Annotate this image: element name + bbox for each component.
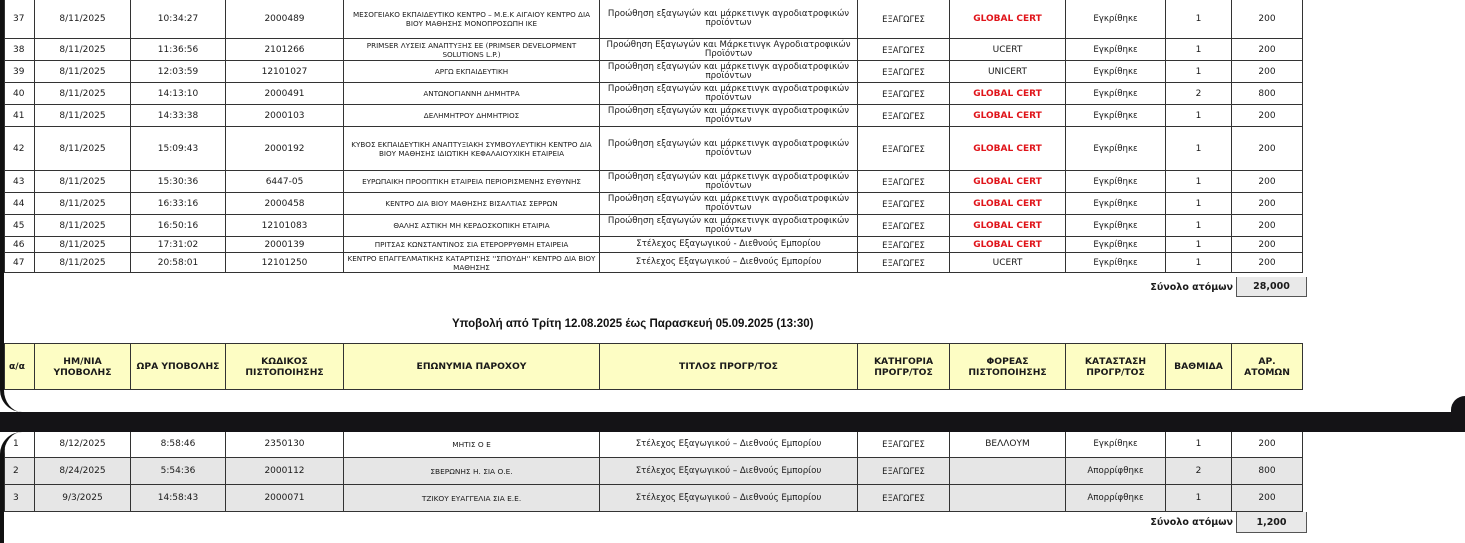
cell-provider: ΤΖΙΚΟΥ ΕΥΑΓΓΕΛΙΑ ΣΙΑ Ε.Ε. [344, 485, 600, 512]
cell-grade: 2 [1166, 458, 1232, 485]
page-break-band [0, 412, 1465, 432]
cell-status: Εγκρίθηκε [1066, 432, 1166, 458]
cell-count: 200 [1232, 39, 1303, 61]
table-row[interactable] [5, 0, 1303, 39]
cell-cert-body: UCERT [950, 253, 1066, 273]
cell-aa: 3 [5, 485, 35, 512]
cell-title: Στέλεχος Εξαγωγικού – Διεθνούς Εμπορίου [600, 253, 858, 273]
table-row[interactable] [5, 105, 1303, 127]
cell-aa: 42 [5, 127, 35, 171]
cell-status: Εγκρίθηκε [1066, 127, 1166, 171]
cell-aa: 1 [5, 432, 35, 458]
cell-date: 8/11/2025 [35, 215, 131, 237]
cell-date: 8/11/2025 [35, 0, 131, 39]
cell-category: ΕΞΑΓΩΓΕΣ [858, 171, 950, 193]
cell-status: Απορρίφθηκε [1066, 485, 1166, 512]
cell-title: Προώθηση εξαγωγών και μάρκετινγκ αγροδιατροφικών προϊόντων [600, 105, 858, 127]
cell-date: 8/11/2025 [35, 253, 131, 273]
cell-grade: 1 [1166, 215, 1232, 237]
cell-time: 11:36:56 [131, 39, 226, 61]
cell-provider: ΚΕΝΤΡΟ ΔΙΑ ΒΙΟΥ ΜΑΘΗΣΗΣ ΒΙΣΑΛΤΙΑΣ ΣΕΡΡΩΝ [344, 193, 600, 215]
cell-date: 8/11/2025 [35, 127, 131, 171]
total-value: 28,000 [1236, 277, 1307, 297]
cell-count: 800 [1232, 458, 1303, 485]
cell-count: 200 [1232, 171, 1303, 193]
cell-category: ΕΞΑΓΩΓΕΣ [858, 458, 950, 485]
cell-time: 15:30:36 [131, 171, 226, 193]
cell-cert-body: GLOBAL CERT [950, 83, 1066, 105]
cell-aa: 38 [5, 39, 35, 61]
cell-status: Εγκρίθηκε [1066, 0, 1166, 39]
table-row[interactable] [5, 127, 1303, 171]
cell-cert-body: GLOBAL CERT [950, 237, 1066, 253]
cell-code: 2000491 [226, 83, 344, 105]
header-row [5, 344, 1303, 390]
cell-title: Στέλεχος Εξαγωγικού – Διεθνούς Εμπορίου [600, 458, 858, 485]
cell-provider: PRIMSER ΛΥΣΕΙΣ ΑΝΑΠΤΥΞΗΣ ΕΕ (PRIMSER DEVELOPMENT SOLUTIONS L.P.) [344, 39, 600, 61]
cell-count: 200 [1232, 215, 1303, 237]
cell-provider: ΣΒΕΡΩΝΗΣ Η. ΣΙΑ Ο.Ε. [344, 458, 600, 485]
cell-grade: 1 [1166, 432, 1232, 458]
cell-time: 15:09:43 [131, 127, 226, 171]
cell-category: ΕΞΑΓΩΓΕΣ [858, 215, 950, 237]
col-header-count[interactable]: ΑΡ. ΑΤΟΜΩΝ [1232, 344, 1303, 390]
col-header-grade[interactable]: ΒΑΘΜΙΔΑ [1166, 344, 1232, 390]
cell-cert-body: GLOBAL CERT [950, 127, 1066, 171]
cell-time: 14:58:43 [131, 485, 226, 512]
bottom-sheet [0, 432, 1465, 543]
cell-provider: ΘΑΛΗΣ ΑΣΤΙΚΗ ΜΗ ΚΕΡΔΟΣΚΟΠΙΚΗ ΕΤΑΙΡΙΑ [344, 215, 600, 237]
cell-category: ΕΞΑΓΩΓΕΣ [858, 253, 950, 273]
cell-cert-body: GLOBAL CERT [950, 0, 1066, 39]
cell-code: 2000112 [226, 458, 344, 485]
cell-date: 8/11/2025 [35, 61, 131, 83]
cell-code: 2000139 [226, 237, 344, 253]
submissions-table-top [4, 0, 1303, 273]
cell-cert-body [950, 485, 1066, 512]
submissions-table-bottom [4, 432, 1303, 512]
col-header-cert-body[interactable]: ΦΟΡΕΑΣ ΠΙΣΤΟΠΟΙΗΣΗΣ [950, 344, 1066, 390]
total-label: Σύνολο ατόμων [1150, 517, 1233, 528]
cell-grade: 1 [1166, 237, 1232, 253]
cell-cert-body [950, 458, 1066, 485]
cell-code: 12101083 [226, 215, 344, 237]
cell-time: 20:58:01 [131, 253, 226, 273]
cell-aa: 43 [5, 171, 35, 193]
cell-status: Εγκρίθηκε [1066, 83, 1166, 105]
cell-time: 16:50:16 [131, 215, 226, 237]
cell-time: 12:03:59 [131, 61, 226, 83]
cell-category: ΕΞΑΓΩΓΕΣ [858, 105, 950, 127]
total-row-bottom [1104, 512, 1307, 533]
table-row[interactable] [5, 458, 1303, 485]
cell-provider: ΑΡΓΩ ΕΚΠΑΙΔΕΥΤΙΚΗ [344, 61, 600, 83]
cell-code: 2000192 [226, 127, 344, 171]
cell-time: 10:34:27 [131, 0, 226, 39]
cell-count: 200 [1232, 253, 1303, 273]
col-header-category[interactable]: ΚΑΤΗΓΟΡΙΑ ΠΡΟΓΡ/ΤΟΣ [858, 344, 950, 390]
cell-title: Στέλεχος Εξαγωγικού - Διεθνούς Εμπορίου [600, 237, 858, 253]
cell-code: 2000103 [226, 105, 344, 127]
cell-grade: 1 [1166, 127, 1232, 171]
total-row-top [1104, 277, 1307, 297]
cell-cert-body: ΒΕΛΛΟΥΜ [950, 432, 1066, 458]
cell-time: 17:31:02 [131, 237, 226, 253]
cell-cert-body: UNICERT [950, 61, 1066, 83]
cell-grade: 2 [1166, 83, 1232, 105]
cell-date: 8/11/2025 [35, 237, 131, 253]
col-header-time[interactable]: ΩΡΑ ΥΠΟΒΟΛΗΣ [131, 344, 226, 390]
cell-code: 2000071 [226, 485, 344, 512]
cell-code: 12101027 [226, 61, 344, 83]
cell-category: ΕΞΑΓΩΓΕΣ [858, 83, 950, 105]
cell-code: 2000458 [226, 193, 344, 215]
cell-status: Εγκρίθηκε [1066, 193, 1166, 215]
cell-category: ΕΞΑΓΩΓΕΣ [858, 0, 950, 39]
cell-aa: 45 [5, 215, 35, 237]
cell-category: ΕΞΑΓΩΓΕΣ [858, 127, 950, 171]
table-row[interactable] [5, 432, 1303, 458]
col-header-date[interactable]: ΗΜ/ΝΙΑ ΥΠΟΒΟΛΗΣ [35, 344, 131, 390]
cell-status: Εγκρίθηκε [1066, 237, 1166, 253]
cell-date: 8/11/2025 [35, 105, 131, 127]
table-row[interactable] [5, 237, 1303, 253]
cell-count: 200 [1232, 432, 1303, 458]
cell-title: Στέλεχος Εξαγωγικού – Διεθνούς Εμπορίου [600, 485, 858, 512]
cell-code: 2000489 [226, 0, 344, 39]
cell-date: 8/11/2025 [35, 193, 131, 215]
column-header-table [4, 343, 1303, 390]
cell-count: 200 [1232, 127, 1303, 171]
cell-code: 2101266 [226, 39, 344, 61]
cell-grade: 1 [1166, 105, 1232, 127]
cell-provider: ΕΥΡΩΠΑΙΚΗ ΠΡΟΟΠΤΙΚΗ ΕΤΑΙΡΕΙΑ ΠΕΡΙΟΡΙΣΜΕΝΗΣ ΕΥΘΥΝΗΣ [344, 171, 600, 193]
cell-provider: ΠΡΙΤΣΑΣ ΚΩΝΣΤΑΝΤΙΝΟΣ ΣΙΑ ΕΤΕΡΟΡΡΥΘΜΗ ΕΤΑΙΡΕΙΑ [344, 237, 600, 253]
cell-cert-body: GLOBAL CERT [950, 105, 1066, 127]
cell-count: 200 [1232, 105, 1303, 127]
cell-provider: ΚΥΒΟΣ ΕΚΠΑΙΔΕΥΤΙΚΗ ΑΝΑΠΤΥΞΙΑΚΗ ΣΥΜΒΟΥΛΕΥΤΙΚΗ ΚΕΝΤΡΟ ΔΙΑ ΒΙΟΥ ΜΑΘΗΣΗΣ ΙΔΙΩΤΙΚΗ ΚΕΦΑΛΑΙΟΥΧΙΚΗ ΕΤΑΙΡΕΙΑ [344, 127, 600, 171]
table-row[interactable] [5, 39, 1303, 61]
cell-title: Στέλεχος Εξαγωγικού – Διεθνούς Εμπορίου [600, 432, 858, 458]
table-row[interactable] [5, 61, 1303, 83]
cell-date: 8/11/2025 [35, 171, 131, 193]
cell-provider: ΑΝΤΩΝΟΓΙΑΝΝΗ ΔΗΜΗΤΡΑ [344, 83, 600, 105]
cell-status: Εγκρίθηκε [1066, 39, 1166, 61]
cell-status: Εγκρίθηκε [1066, 215, 1166, 237]
table-row[interactable] [5, 215, 1303, 237]
cell-title: Προώθηση εξαγωγών και μάρκετινγκ αγροδιατροφικών προϊόντων [600, 171, 858, 193]
cell-cert-body: GLOBAL CERT [950, 215, 1066, 237]
cell-title: Προώθηση εξαγωγών και μάρκετινγκ αγροδιατροφικών προϊόντων [600, 83, 858, 105]
cell-grade: 1 [1166, 485, 1232, 512]
cell-title: Προώθηση εξαγωγών και μάρκετινγκ αγροδιατροφικών προϊόντων [600, 0, 858, 39]
cell-time: 8:58:46 [131, 432, 226, 458]
cell-time: 5:54:36 [131, 458, 226, 485]
cell-count: 200 [1232, 0, 1303, 39]
cell-grade: 1 [1166, 61, 1232, 83]
cell-code: 12101250 [226, 253, 344, 273]
cell-grade: 1 [1166, 39, 1232, 61]
cell-aa: 40 [5, 83, 35, 105]
cell-title: Προώθηση εξαγωγών και μάρκετινγκ αγροδιατροφικών προϊόντων [600, 127, 858, 171]
cell-time: 14:33:38 [131, 105, 226, 127]
table-row[interactable] [5, 171, 1303, 193]
cell-category: ΕΞΑΓΩΓΕΣ [858, 432, 950, 458]
cell-status: Εγκρίθηκε [1066, 171, 1166, 193]
cell-title: Προώθηση εξαγωγών και μάρκετινγκ αγροδιατροφικών προϊόντων [600, 193, 858, 215]
cell-aa: 37 [5, 0, 35, 39]
cell-category: ΕΞΑΓΩΓΕΣ [858, 485, 950, 512]
cell-date: 9/3/2025 [35, 485, 131, 512]
cell-date: 8/11/2025 [35, 39, 131, 61]
cell-aa: 46 [5, 237, 35, 253]
cell-category: ΕΞΑΓΩΓΕΣ [858, 237, 950, 253]
cell-grade: 1 [1166, 193, 1232, 215]
table-row[interactable] [5, 253, 1303, 273]
col-header-provider[interactable]: ΕΠΩΝΥΜΙΑ ΠΑΡΟΧΟΥ [344, 344, 600, 390]
col-header-aa[interactable]: α/α [5, 344, 35, 390]
cell-date: 8/24/2025 [35, 458, 131, 485]
cell-count: 200 [1232, 237, 1303, 253]
cell-provider: ΔΕΛΗΜΗΤΡΟΥ ΔΗΜΗΤΡΙΟΣ [344, 105, 600, 127]
cell-grade: 1 [1166, 171, 1232, 193]
cell-count: 200 [1232, 61, 1303, 83]
total-label: Σύνολο ατόμων [1150, 281, 1233, 293]
cell-category: ΕΞΑΓΩΓΕΣ [858, 193, 950, 215]
cell-title: Προώθηση Εξαγωγών και Μάρκετινγκ Αγροδιατροφικών Προϊόντων [600, 39, 858, 61]
cell-provider: ΜΕΣΟΓΕΙΑΚΟ ΕΚΠΑΙΔΕΥΤΙΚΟ ΚΕΝΤΡΟ – Μ.Ε.Κ ΑΙΓΑΙΟΥ ΚΕΝΤΡΟ ΔΙΑ ΒΙΟΥ ΜΑΘΗΣΗΣ ΜΟΝΟΠΡΟΣΩΠΗ ΙΚΕ [344, 0, 600, 39]
cell-code: 6447-05 [226, 171, 344, 193]
cell-aa: 44 [5, 193, 35, 215]
col-header-title[interactable]: ΤΙΤΛΟΣ ΠΡΟΓΡ/ΤΟΣ [600, 344, 858, 390]
table-row[interactable] [5, 83, 1303, 105]
cell-count: 200 [1232, 193, 1303, 215]
cell-grade: 1 [1166, 253, 1232, 273]
cell-cert-body: UCERT [950, 39, 1066, 61]
col-header-status[interactable]: ΚΑΤΑΣΤΑΣΗ ΠΡΟΓΡ/ΤΟΣ [1066, 344, 1166, 390]
cell-count: 800 [1232, 83, 1303, 105]
cell-cert-body: GLOBAL CERT [950, 193, 1066, 215]
cell-date: 8/11/2025 [35, 83, 131, 105]
cell-title: Προώθηση εξαγωγών και μάρκετινγκ αγροδιατροφικών προϊόντων [600, 61, 858, 83]
table-row[interactable] [5, 193, 1303, 215]
cell-code: 2350130 [226, 432, 344, 458]
cell-aa: 47 [5, 253, 35, 273]
cell-status: Εγκρίθηκε [1066, 253, 1166, 273]
cell-time: 14:13:10 [131, 83, 226, 105]
section-title: Υποβολή από Τρίτη 12.08.2025 έως Παρασκευή 05.09.2025 (13:30) [452, 318, 814, 330]
cell-title: Προώθηση εξαγωγών και μάρκετινγκ αγροδιατροφικών προϊόντων [600, 215, 858, 237]
cell-grade: 1 [1166, 0, 1232, 39]
cell-provider: ΚΕΝΤΡΟ ΕΠΑΓΓΕΛΜΑΤΙΚΗΣ ΚΑΤΑΡΤΙΣΗΣ ''ΣΠΟΥΔΗ'' ΚΕΝΤΡΟ ΔΙΑ ΒΙΟΥ ΜΑΘΗΣΗΣ [344, 253, 600, 273]
cell-provider: ΜΗΤΙΣ Ο Ε [344, 432, 600, 458]
cell-date: 8/12/2025 [35, 432, 131, 458]
cell-cert-body: GLOBAL CERT [950, 171, 1066, 193]
cell-aa: 2 [5, 458, 35, 485]
cell-time: 16:33:16 [131, 193, 226, 215]
cell-status: Εγκρίθηκε [1066, 61, 1166, 83]
cell-aa: 41 [5, 105, 35, 127]
cell-category: ΕΞΑΓΩΓΕΣ [858, 61, 950, 83]
cell-category: ΕΞΑΓΩΓΕΣ [858, 39, 950, 61]
total-value: 1,200 [1236, 512, 1307, 533]
col-header-code[interactable]: ΚΩΔΙΚΟΣ ΠΙΣΤΟΠΟΙΗΣΗΣ [226, 344, 344, 390]
table-row[interactable] [5, 485, 1303, 512]
cell-aa: 39 [5, 61, 35, 83]
cell-status: Απορρίφθηκε [1066, 458, 1166, 485]
cell-count: 200 [1232, 485, 1303, 512]
cell-status: Εγκρίθηκε [1066, 105, 1166, 127]
